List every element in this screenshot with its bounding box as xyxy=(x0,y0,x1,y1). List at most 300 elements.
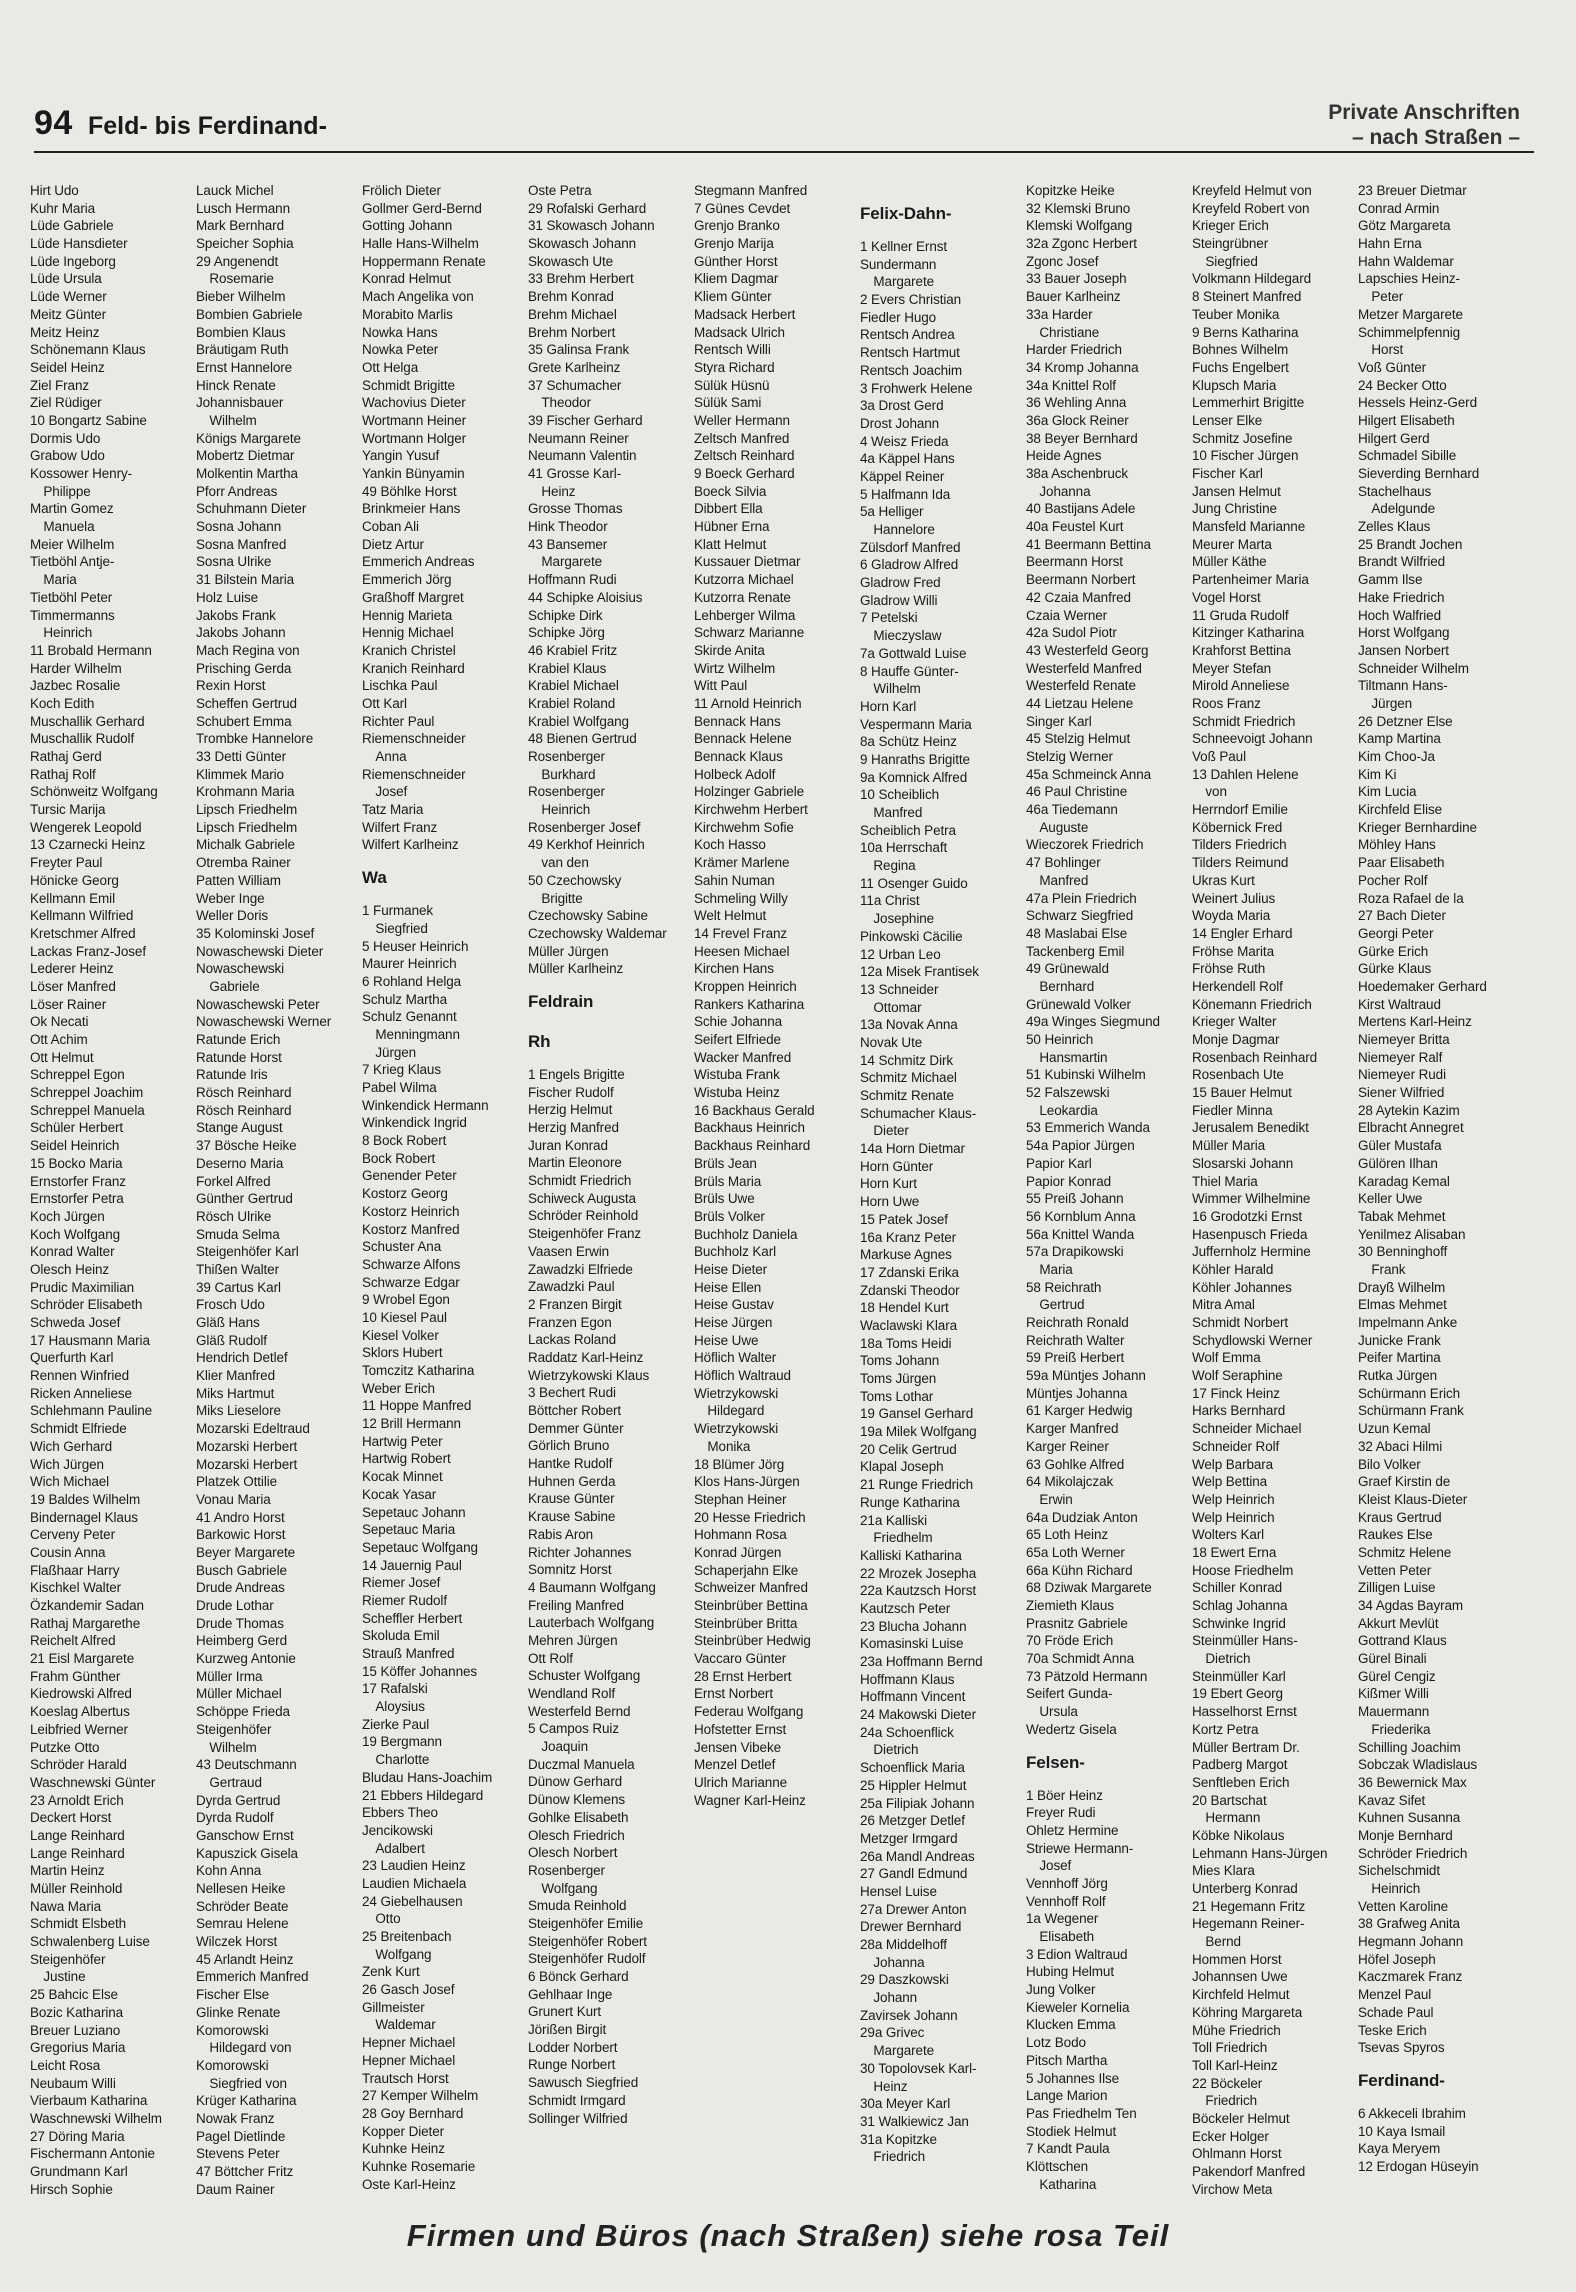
resident-entry: Dibbert Ella xyxy=(694,501,763,517)
resident-entry: Niemeyer Britta xyxy=(1358,1032,1450,1047)
resident-entry: 33 Detti Günter xyxy=(196,749,287,764)
resident-entry: Hirt Udo xyxy=(30,183,79,198)
resident-entry: Grenjo Branko xyxy=(694,218,780,234)
resident-entry: Juran Konrad xyxy=(528,1137,608,1153)
resident-entry: 3a Drost Gerd xyxy=(860,398,944,414)
resident-entry: Ukras Kurt xyxy=(1192,872,1255,888)
resident-entry: 19 Bergmann xyxy=(362,1734,442,1750)
resident-entry: Koch Hasso xyxy=(694,837,766,853)
resident-entry: Yenilmez Alisaban xyxy=(1358,1226,1466,1242)
resident-entry: 5 Halfmann Ida xyxy=(860,486,951,502)
resident-entry: 34a Knittel Rolf xyxy=(1026,377,1116,393)
resident-entry: Miks Lieselore xyxy=(196,1403,281,1419)
resident-entry: 20 Bartschat xyxy=(1192,1792,1267,1808)
resident-entry: Menzel Paul xyxy=(1358,1987,1432,2003)
resident-entry: 30 Benninghoff xyxy=(1358,1244,1448,1260)
resident-entry: Sosna Johann xyxy=(196,519,282,535)
resident-entry: Krabiel Klaus xyxy=(528,660,607,676)
resident-entry: Speicher Sophia xyxy=(196,236,294,252)
resident-entry: Barkowic Horst xyxy=(196,1527,286,1543)
resident-entry: Frölich Dieter xyxy=(362,183,441,198)
resident-entry: Könemann Friedrich xyxy=(1192,996,1312,1012)
resident-entry: 4 Weisz Frieda xyxy=(860,433,949,449)
resident-entry: Nowak Franz xyxy=(196,2110,275,2126)
resident-entry: Krabiel Wolfgang xyxy=(528,713,629,729)
resident-entry: Vierbaum Katharina xyxy=(30,2093,148,2109)
resident-entry: 12 Urban Leo xyxy=(860,946,941,962)
resident-entry: 21 Ebbers Hildegard xyxy=(362,1787,484,1803)
resident-entry: Freiling Manfred xyxy=(528,1597,624,1613)
resident-entry: Richter Johannes xyxy=(528,1544,632,1560)
resident-entry: Lange Reinhard xyxy=(30,1827,125,1843)
resident-entry: Sosna Manfred xyxy=(196,536,287,552)
resident-entry: Halle Hans-Wilhelm xyxy=(362,236,479,252)
resident-entry: Stevens Peter xyxy=(196,2146,280,2162)
resident-entry: Herkendell Rolf xyxy=(1192,978,1283,994)
resident-entry: Pinkowski Cäcilie xyxy=(860,928,963,944)
resident-entry: Wengerek Leopold xyxy=(30,819,142,835)
resident-entry: Jazbec Rosalie xyxy=(30,678,121,694)
resident-entry: Horn Günter xyxy=(860,1158,934,1174)
resident-entry: Skirde Anita xyxy=(694,642,765,658)
resident-entry: Voß Günter xyxy=(1358,359,1427,375)
resident-entry: Hoose Friedhelm xyxy=(1192,1562,1294,1578)
resident-entry: Gürke Erich xyxy=(1358,943,1429,959)
resident-entry: Bennack Klaus xyxy=(694,749,783,764)
resident-entry: Krause Günter xyxy=(528,1491,615,1507)
resident-entry: Pagel Dietlinde xyxy=(196,2128,286,2144)
spacer xyxy=(694,1889,854,1897)
resident-entry: Hartwig Robert xyxy=(362,1451,451,1467)
resident-entry: Zilligen Luise xyxy=(1358,1580,1436,1596)
resident-entry: Winkendick Hermann xyxy=(362,1097,489,1113)
resident-entry: Hartwig Peter xyxy=(362,1433,443,1449)
resident-entry: Smuda Selma xyxy=(196,1226,280,1242)
resident-entry: 10a Herrschaft xyxy=(860,840,948,856)
resident-entry: 5 Heuser Heinrich xyxy=(362,938,469,954)
resident-entry: Grete Karlheinz xyxy=(528,359,621,375)
resident-entry: Schmidt Irmgard xyxy=(528,2092,626,2108)
resident-entry: Weller Doris xyxy=(196,908,269,924)
resident-entry: Klimmek Mario xyxy=(196,766,284,782)
resident-entry: Fröhse Ruth xyxy=(1192,961,1266,977)
resident-entry: Schürmann Erich xyxy=(1358,1385,1461,1401)
resident-entry: 46a Tiedemann xyxy=(1026,802,1118,818)
resident-entry: Leibfried Werner xyxy=(30,1721,128,1737)
resident-entry: Kieweler Kornelia xyxy=(1026,1999,1130,2015)
resident-entry: Schwarze Alfons xyxy=(362,1256,461,1272)
resident-entry: Lischka Paul xyxy=(362,678,438,694)
resident-entry: 8 Bock Robert xyxy=(362,1133,447,1149)
resident-entry: Hegmann Johann xyxy=(1358,1934,1464,1950)
resident-entry: 14 Schmitz Dirk xyxy=(860,1052,954,1068)
resident-entry: Monje Bernhard xyxy=(1358,1827,1453,1843)
spacer xyxy=(694,1945,854,1953)
resident-entry: Toms Lothar xyxy=(860,1388,934,1404)
resident-entry: Wilczek Horst xyxy=(196,1934,278,1950)
resident-entry: 17 Zdanski Erika xyxy=(860,1264,959,1280)
resident-entry: Graef Kirstin de xyxy=(1358,1474,1451,1490)
resident-entry: Schwinke Ingrid xyxy=(1192,1615,1286,1631)
resident-entry: Zeltsch Manfred xyxy=(694,430,790,446)
resident-entry: Kapuszick Gisela xyxy=(196,1845,298,1861)
resident-entry: Schönweitz Wolfgang xyxy=(30,784,158,800)
resident-entry: Olesch Friedrich xyxy=(528,1827,625,1843)
resident-entry: Nowka Hans xyxy=(362,324,438,340)
resident-entry: Schneider Michael xyxy=(1192,1421,1302,1437)
resident-entry: Wedertz Gisela xyxy=(1026,1721,1117,1737)
resident-entry: Kuhr Maria xyxy=(30,200,96,216)
resident-entry: Kalliski Katharina xyxy=(860,1547,962,1563)
resident-entry: Wolfgang xyxy=(528,1880,598,1896)
resident-entry: Klupsch Maria xyxy=(1192,377,1277,393)
resident-entry: Striewe Hermann- xyxy=(1026,1840,1134,1856)
resident-entry: Glinke Renate xyxy=(196,2004,281,2020)
resident-entry: Runge Katharina xyxy=(860,1494,960,1510)
spacer xyxy=(694,1833,854,1841)
resident-entry: Martin Heinz xyxy=(30,1863,105,1879)
resident-entry: 14 Jauernig Paul xyxy=(362,1557,462,1573)
resident-entry: 27 Döring Maria xyxy=(30,2128,125,2144)
resident-entry: 49a Winges Siegmund xyxy=(1026,1014,1160,1030)
resident-entry: 40 Bastijans Adele xyxy=(1026,501,1136,517)
resident-entry: Lenser Elke xyxy=(1192,412,1263,428)
resident-entry: Ott Helmut xyxy=(30,1049,94,1065)
resident-entry: 12 Erdogan Hüseyin xyxy=(1358,2158,1479,2174)
resident-entry: Meitz Heinz xyxy=(30,324,100,340)
resident-entry: Lüde Ingeborg xyxy=(30,253,116,269)
resident-entry: Jung Christine xyxy=(1192,501,1277,517)
resident-entry: Wietrzykowski Klaus xyxy=(528,1367,650,1383)
resident-entry: Nowka Peter xyxy=(362,342,439,358)
resident-entry: Kutzorra Michael xyxy=(694,572,794,588)
resident-entry: Manfred xyxy=(1026,872,1089,888)
resident-entry: Margarete xyxy=(528,554,603,570)
resident-entry: Hilgert Gerd xyxy=(1358,430,1430,446)
resident-entry: Schuhmann Dieter xyxy=(196,501,307,517)
resident-entry: 22 Mrozek Josepha xyxy=(860,1565,977,1581)
resident-entry: Rentsch Willi xyxy=(694,342,771,358)
resident-entry: Elbracht Annegret xyxy=(1358,1120,1464,1136)
resident-entry: Wolters Karl xyxy=(1192,1527,1265,1543)
resident-entry: van den xyxy=(528,855,589,871)
resident-entry: Hepner Michael xyxy=(362,2052,456,2068)
resident-entry: 2 Franzen Birgit xyxy=(528,1296,622,1312)
resident-entry: Buchholz Karl xyxy=(694,1244,776,1260)
resident-entry: Koch Wolfgang xyxy=(30,1226,121,1242)
resident-entry: Heinrich xyxy=(1358,1881,1421,1896)
resident-entry: Metzer Margarete xyxy=(1358,306,1463,322)
resident-entry: Özkandemir Sadan xyxy=(30,1598,144,1613)
resident-entry: Beyer Margarete xyxy=(196,1544,296,1560)
resident-entry: 3 Frohwerk Helene xyxy=(860,380,973,396)
resident-entry: Brehm Michael xyxy=(528,306,617,322)
section-title-line1: Private Anschriften xyxy=(1328,101,1520,124)
resident-entry: Ebbers Theo xyxy=(362,1805,438,1821)
resident-entry: Wolf Seraphine xyxy=(1192,1368,1283,1384)
resident-entry: Wirtz Wilhelm xyxy=(694,660,776,676)
resident-entry: 48 Bienen Gertrud xyxy=(528,731,637,747)
resident-entry: Hahn Erna xyxy=(1358,236,1422,252)
resident-entry: 56a Knittel Wanda xyxy=(1026,1226,1135,1242)
resident-entry: Trautsch Horst xyxy=(362,2070,449,2086)
resident-entry: Jürgen xyxy=(362,1044,417,1060)
resident-entry: von xyxy=(1192,784,1227,800)
resident-entry: Rosenbach Ute xyxy=(1192,1067,1284,1083)
spacer xyxy=(694,1857,854,1865)
spacer xyxy=(528,1018,688,1026)
resident-entry: Freyer Rudi xyxy=(1026,1805,1096,1821)
resident-entry: Klöttschen xyxy=(1026,2158,1089,2174)
spacer xyxy=(860,190,1020,198)
resident-entry: Kaya Meryem xyxy=(1358,2141,1441,2157)
resident-entry: Nowaschewski xyxy=(196,961,285,977)
resident-entry: 23 Blucha Johann xyxy=(860,1618,967,1634)
resident-entry: 43 Westerfeld Georg xyxy=(1026,642,1149,658)
resident-entry: Bindernagel Klaus xyxy=(30,1509,138,1525)
resident-entry: Oste Karl-Heinz xyxy=(362,2176,456,2192)
directory-column xyxy=(1358,182,1518,2176)
resident-entry: Kaczmarek Franz xyxy=(1358,1969,1463,1985)
resident-entry: Fiedler Minna xyxy=(1192,1102,1273,1118)
resident-entry: Hermann xyxy=(1192,1810,1261,1826)
resident-entry: 16 Backhaus Gerald xyxy=(694,1102,815,1118)
resident-entry: Sundermann xyxy=(860,256,937,272)
resident-entry: 27 Gandl Edmund xyxy=(860,1866,968,1882)
resident-entry: Brigitte xyxy=(528,890,583,906)
resident-entry: 28 Ernst Herbert xyxy=(694,1668,792,1684)
resident-entry: 5 Campos Ruiz xyxy=(528,1721,619,1737)
resident-entry: 19 Ebert Georg xyxy=(1192,1686,1283,1702)
resident-entry: Schmidt Norbert xyxy=(1192,1315,1289,1330)
resident-entry: Lipsch Friedhelm xyxy=(196,802,298,818)
resident-entry: Gehlhaar Inge xyxy=(528,1986,613,2002)
resident-entry: Dietz Artur xyxy=(362,536,424,552)
spacer xyxy=(694,1953,854,1961)
resident-entry: Franzen Egon xyxy=(528,1314,612,1330)
resident-entry: 26a Mandl Andreas xyxy=(860,1848,975,1864)
resident-entry: Molkentin Martha xyxy=(196,466,298,481)
resident-entry: 1 Engels Brigitte xyxy=(528,1066,625,1082)
resident-entry: Sepetauc Johann xyxy=(362,1504,466,1520)
resident-entry: Deserno Maria xyxy=(196,1155,284,1171)
resident-entry: Hinck Renate xyxy=(196,377,276,393)
resident-entry: Ursula xyxy=(1026,1704,1078,1720)
resident-entry: Kreyfeld Helmut von xyxy=(1192,183,1312,198)
resident-entry: 30 Topolovsek Karl- xyxy=(860,2060,977,2076)
resident-entry: Kirchwehm Sofie xyxy=(694,819,794,835)
resident-entry: 65a Loth Werner xyxy=(1026,1544,1125,1560)
resident-entry: Metzger Irmgard xyxy=(860,1830,958,1846)
resident-entry: Schreppel Egon xyxy=(30,1067,125,1083)
resident-entry: Kocak Minnet xyxy=(362,1469,443,1485)
resident-entry: Genender Peter xyxy=(362,1168,457,1184)
resident-entry: Huhnen Gerda xyxy=(528,1473,616,1489)
resident-entry: Keller Uwe xyxy=(1358,1191,1423,1207)
resident-entry: 39 Cartus Karl xyxy=(196,1279,281,1295)
resident-entry: Toll Karl-Heinz xyxy=(1192,2057,1278,2073)
resident-entry: Jakobs Johann xyxy=(196,625,286,641)
resident-entry: Fiedler Hugo xyxy=(860,309,937,325)
resident-entry: Höfel Joseph xyxy=(1358,1951,1436,1967)
resident-entry: Voß Paul xyxy=(1192,749,1246,764)
resident-entry: Kamp Martina xyxy=(1358,731,1441,747)
resident-entry: Busch Gabriele xyxy=(196,1562,287,1578)
resident-entry: Pakendorf Manfred xyxy=(1192,2164,1306,2179)
resident-entry: Wich Gerhard xyxy=(30,1438,113,1454)
resident-entry: Grosse Thomas xyxy=(528,501,623,517)
resident-entry: Johannisbauer xyxy=(196,395,284,411)
resident-entry: Lauck Michel xyxy=(196,183,274,198)
resident-entry: Regina xyxy=(860,858,916,874)
resident-entry: Höflich Waltraud xyxy=(694,1368,791,1384)
resident-entry: Kellmann Wilfried xyxy=(30,908,134,924)
resident-entry: Lemmerhirt Brigitte xyxy=(1192,395,1305,411)
resident-entry: Heesen Michael xyxy=(694,943,790,959)
spacer xyxy=(694,1929,854,1937)
resident-entry: Bombien Klaus xyxy=(196,324,286,340)
resident-entry: Westerfeld Manfred xyxy=(1026,660,1142,676)
resident-entry: 15 Patek Josef xyxy=(860,1211,948,1227)
resident-entry: Manfred xyxy=(860,805,923,820)
resident-entry: Virchow Meta xyxy=(1192,2181,1273,2197)
resident-entry: Madsack Herbert xyxy=(694,306,796,322)
resident-entry: 26 Gasch Josef xyxy=(362,1982,455,1998)
resident-entry: Johanna xyxy=(860,1954,925,1970)
resident-entry: Bohnes Wilhelm xyxy=(1192,342,1289,358)
resident-entry: 1 Böer Heinz xyxy=(1026,1787,1103,1803)
resident-entry: Wietrzykowski xyxy=(694,1421,779,1437)
resident-entry: Schreppel Manuela xyxy=(30,1102,145,1118)
resident-entry: Tsevas Spyros xyxy=(1358,2040,1445,2056)
resident-entry: 12 Brill Hermann xyxy=(362,1416,461,1432)
resident-entry: Zierke Paul xyxy=(362,1716,430,1732)
spacer xyxy=(1358,2057,1518,2065)
resident-entry: Partenheimer Maria xyxy=(1192,572,1309,588)
resident-entry: Roos Franz xyxy=(1192,695,1261,711)
resident-entry: Bock Robert xyxy=(362,1150,436,1166)
resident-entry: 16 Grodotzki Ernst xyxy=(1192,1208,1302,1224)
resident-entry: 53 Emmerich Wanda xyxy=(1026,1120,1150,1136)
resident-entry: 47 Böttcher Fritz xyxy=(196,2164,294,2179)
resident-entry: 43 Deutschmann xyxy=(196,1757,297,1773)
resident-entry: Lodder Norbert xyxy=(528,2039,618,2055)
resident-entry: Smuda Reinhold xyxy=(528,1898,627,1914)
resident-entry: 25 Breitenbach xyxy=(362,1929,452,1944)
resident-entry: Lapschies Heinz- xyxy=(1358,271,1460,287)
resident-entry: 42a Sudol Piotr xyxy=(1026,625,1117,641)
resident-entry: Niemeyer Ralf xyxy=(1358,1049,1443,1065)
resident-entry: Hepner Michael xyxy=(362,2035,456,2051)
resident-entry: Käppel Reiner xyxy=(860,468,945,484)
resident-entry: Komasinski Luise xyxy=(860,1636,964,1652)
resident-entry: Monje Dagmar xyxy=(1192,1032,1280,1047)
resident-entry: Jensen Vibeke xyxy=(694,1739,782,1755)
resident-entry: Vogel Horst xyxy=(1192,589,1261,605)
resident-entry: Meyer Stefan xyxy=(1192,660,1272,676)
resident-entry: Zawadzki Elfriede xyxy=(528,1261,633,1277)
resident-entry: Sieverding Bernhard xyxy=(1358,466,1480,481)
resident-entry: Hoch Walfried xyxy=(1358,607,1441,623)
resident-entry: Backhaus Reinhard xyxy=(694,1138,811,1154)
resident-entry: Schade Paul xyxy=(1358,2004,1434,2020)
resident-entry: Sollinger Wilfried xyxy=(528,2110,628,2126)
resident-entry: Johannsen Uwe xyxy=(1192,1969,1288,1985)
resident-entry: Auguste xyxy=(1026,819,1089,835)
page-heading: Feld- bis Ferdinand- xyxy=(88,112,327,140)
resident-entry: Laudien Michaela xyxy=(362,1875,467,1891)
resident-entry: Stegmann Manfred xyxy=(694,183,808,198)
resident-entry: Krieger Erich xyxy=(1192,218,1269,234)
resident-entry: 52 Falszewski xyxy=(1026,1085,1110,1101)
resident-entry: Böckeler Helmut xyxy=(1192,2110,1290,2126)
resident-entry: Sosna Ulrike xyxy=(196,554,272,570)
resident-entry: Philippe xyxy=(30,483,91,499)
resident-entry: Gladrow Fred xyxy=(860,575,941,591)
resident-entry: Fischer Karl xyxy=(1192,466,1263,481)
resident-entry: Mach Angelika von xyxy=(362,289,474,305)
resident-entry: Siegfried xyxy=(1192,253,1258,269)
resident-entry: Heise Dieter xyxy=(694,1261,768,1277)
resident-entry: Bräutigam Ruth xyxy=(196,342,289,358)
resident-entry: Kirchfeld Helmut xyxy=(1192,1987,1290,2003)
resident-entry: Hansmartin xyxy=(1026,1049,1108,1065)
resident-entry: Müller Jürgen xyxy=(528,943,609,959)
resident-entry: Klemski Wolfgang xyxy=(1026,218,1133,234)
resident-entry: 9 Boeck Gerhard xyxy=(694,466,795,481)
resident-entry: Wendland Rolf xyxy=(528,1686,616,1701)
resident-entry: Tabak Mehmet xyxy=(1358,1208,1446,1224)
resident-entry: 25 Brandt Jochen xyxy=(1358,536,1463,552)
resident-entry: 20 Celik Gertrud xyxy=(860,1441,957,1457)
resident-entry: Schuster Wolfgang xyxy=(528,1668,641,1684)
resident-entry: Horst xyxy=(1358,342,1404,358)
resident-entry: Flaßhaar Harry xyxy=(30,1562,120,1578)
resident-entry: Buchholz Daniela xyxy=(694,1226,798,1242)
resident-entry: 28a Middelhoff xyxy=(860,1937,947,1952)
resident-entry: Steigenhöfer Rudolf xyxy=(528,1951,646,1967)
resident-entry: Kleist Klaus-Dieter xyxy=(1358,1491,1468,1507)
resident-entry: 54a Papior Jürgen xyxy=(1026,1138,1135,1154)
resident-entry: Klos Hans-Jürgen xyxy=(694,1474,800,1490)
resident-entry: Prasnitz Gabriele xyxy=(1026,1615,1128,1631)
resident-entry: Mauermann xyxy=(1358,1704,1430,1720)
resident-entry: 35 Galinsa Frank xyxy=(528,342,630,358)
resident-entry: Waldemar xyxy=(362,2017,436,2033)
resident-entry: Schiweck Augusta xyxy=(528,1190,636,1206)
resident-entry: Steigenhöfer Robert xyxy=(528,1933,647,1949)
resident-entry: Hubing Helmut xyxy=(1026,1964,1114,1980)
resident-entry: 23a Hoffmann Bernd xyxy=(860,1654,983,1669)
resident-entry: Madsack Ulrich xyxy=(694,324,785,340)
resident-entry: Hommen Horst xyxy=(1192,1951,1282,1967)
resident-entry: Ok Necati xyxy=(30,1014,89,1030)
resident-entry: Sobczak Wladislaus xyxy=(1358,1757,1478,1773)
resident-entry: Somnitz Horst xyxy=(528,1562,612,1578)
resident-entry: Siegfried von xyxy=(196,2075,287,2091)
resident-entry: Bozic Katharina xyxy=(30,2004,124,2020)
resident-entry: Neumann Reiner xyxy=(528,430,629,446)
resident-entry: Mitra Amal xyxy=(1192,1297,1255,1313)
resident-entry: Friedrich xyxy=(860,2149,926,2165)
resident-entry: Tomczitz Katharina xyxy=(362,1363,475,1378)
resident-entry: Mozarski Herbert xyxy=(196,1456,298,1472)
resident-entry: Beermann Horst xyxy=(1026,554,1123,570)
resident-entry: 55 Preiß Johann xyxy=(1026,1191,1124,1207)
resident-entry: Kuhnke Rosemarie xyxy=(362,2158,476,2174)
resident-entry: Gläß Hans xyxy=(196,1315,260,1330)
resident-entry: Tilders Friedrich xyxy=(1192,837,1287,853)
